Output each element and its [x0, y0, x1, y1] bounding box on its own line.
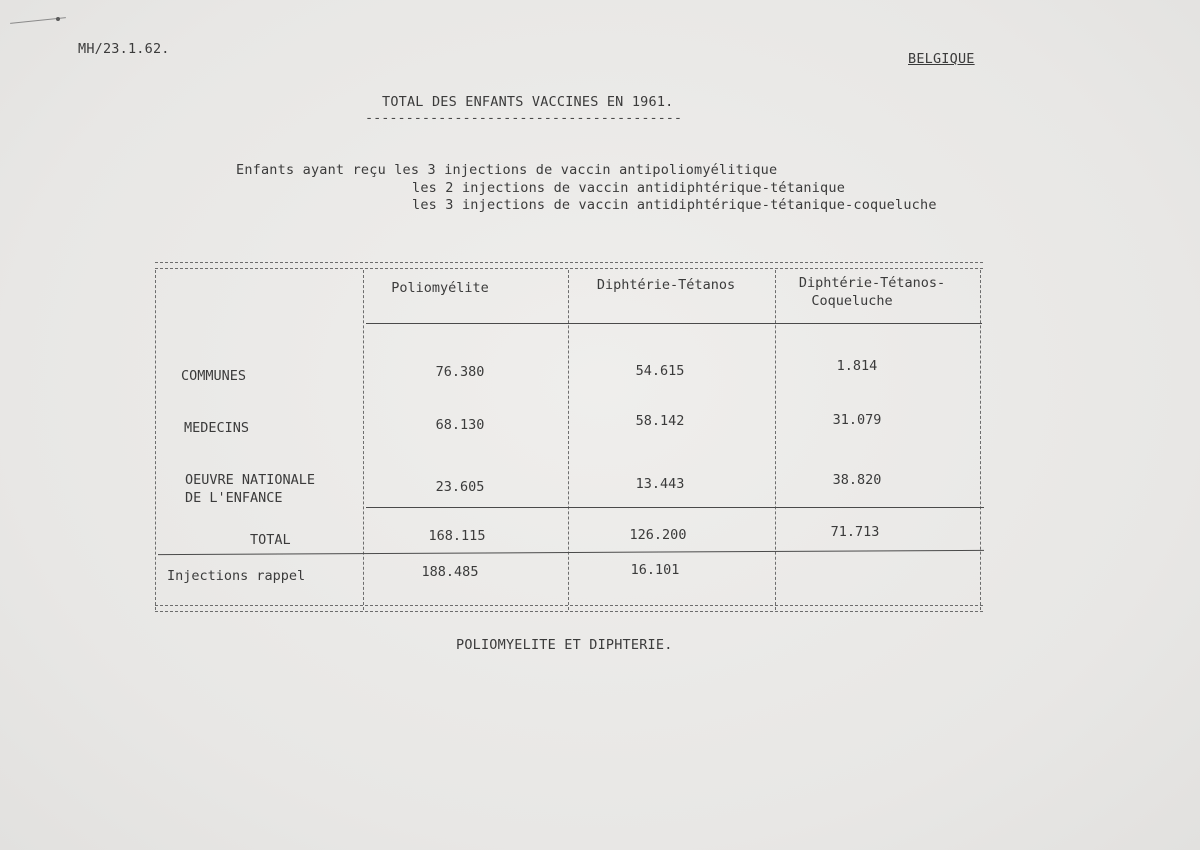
cell-medecins-dt: 58.142 [635, 413, 685, 429]
table-top-border-1 [155, 262, 983, 263]
subtotal-rule [366, 507, 984, 508]
cell-total-polio: 168.115 [428, 528, 486, 544]
table-left-border [155, 270, 156, 610]
column-header-dtc-line2: Coqueluche [811, 293, 893, 309]
cell-communes-polio: 76.380 [435, 364, 485, 380]
row-label-communes: COMMUNES [181, 368, 247, 384]
document-reference: MH/23.1.62. [78, 41, 170, 57]
header-rule [366, 323, 982, 324]
table-bottom-border-2 [155, 611, 983, 612]
row-label-rappel: Injections rappel [167, 568, 306, 584]
table-top-border-2 [155, 268, 983, 269]
column-header-dt: Diphtérie-Tétanos [596, 277, 736, 293]
row-label-total: TOTAL [250, 532, 291, 548]
intro-line-3: les 3 injections de vaccin antidiphtérique-tétanique-coqueluche [412, 197, 937, 213]
cell-total-dtc: 71.713 [830, 524, 880, 540]
cell-oeuvre-polio: 23.605 [435, 479, 485, 495]
cell-medecins-dtc: 31.079 [832, 412, 882, 428]
country-label: BELGIQUE [908, 51, 975, 67]
column-divider-2 [568, 270, 569, 610]
total-rule [158, 550, 984, 555]
cell-rappel-polio: 188.485 [421, 564, 479, 580]
column-divider-3 [775, 270, 776, 610]
cell-oeuvre-dt: 13.443 [635, 476, 685, 492]
cell-total-dt: 126.200 [629, 527, 687, 543]
column-header-dtc-line1: Diphtérie-Tétanos- [798, 275, 946, 291]
cell-rappel-dt: 16.101 [630, 562, 680, 578]
cell-oeuvre-dtc: 38.820 [832, 472, 882, 488]
intro-line-1: Enfants ayant reçu les 3 injections de vaccin antipoliomyélitique [236, 162, 778, 178]
intro-line-2: les 2 injections de vaccin antidiphtérique-tétanique [412, 180, 846, 196]
row-label-oeuvre-line2: DE L'ENFANCE [185, 490, 283, 506]
footer-caption: POLIOMYELITE ET DIPHTERIE. [456, 637, 673, 653]
table-right-border [980, 270, 981, 610]
column-divider-1 [363, 270, 364, 610]
column-header-polio: Poliomyélite [391, 280, 489, 296]
cell-medecins-polio: 68.130 [435, 417, 485, 433]
row-label-medecins: MEDECINS [184, 420, 250, 436]
title-underline: --------------------------------------- [365, 110, 682, 126]
cell-communes-dtc: 1.814 [836, 358, 878, 374]
staple-dot [56, 17, 60, 21]
cell-communes-dt: 54.615 [635, 363, 685, 379]
table-bottom-border-1 [155, 605, 983, 606]
document-title: TOTAL DES ENFANTS VACCINES EN 1961. [382, 94, 674, 110]
row-label-oeuvre-line1: OEUVRE NATIONALE [185, 472, 316, 488]
